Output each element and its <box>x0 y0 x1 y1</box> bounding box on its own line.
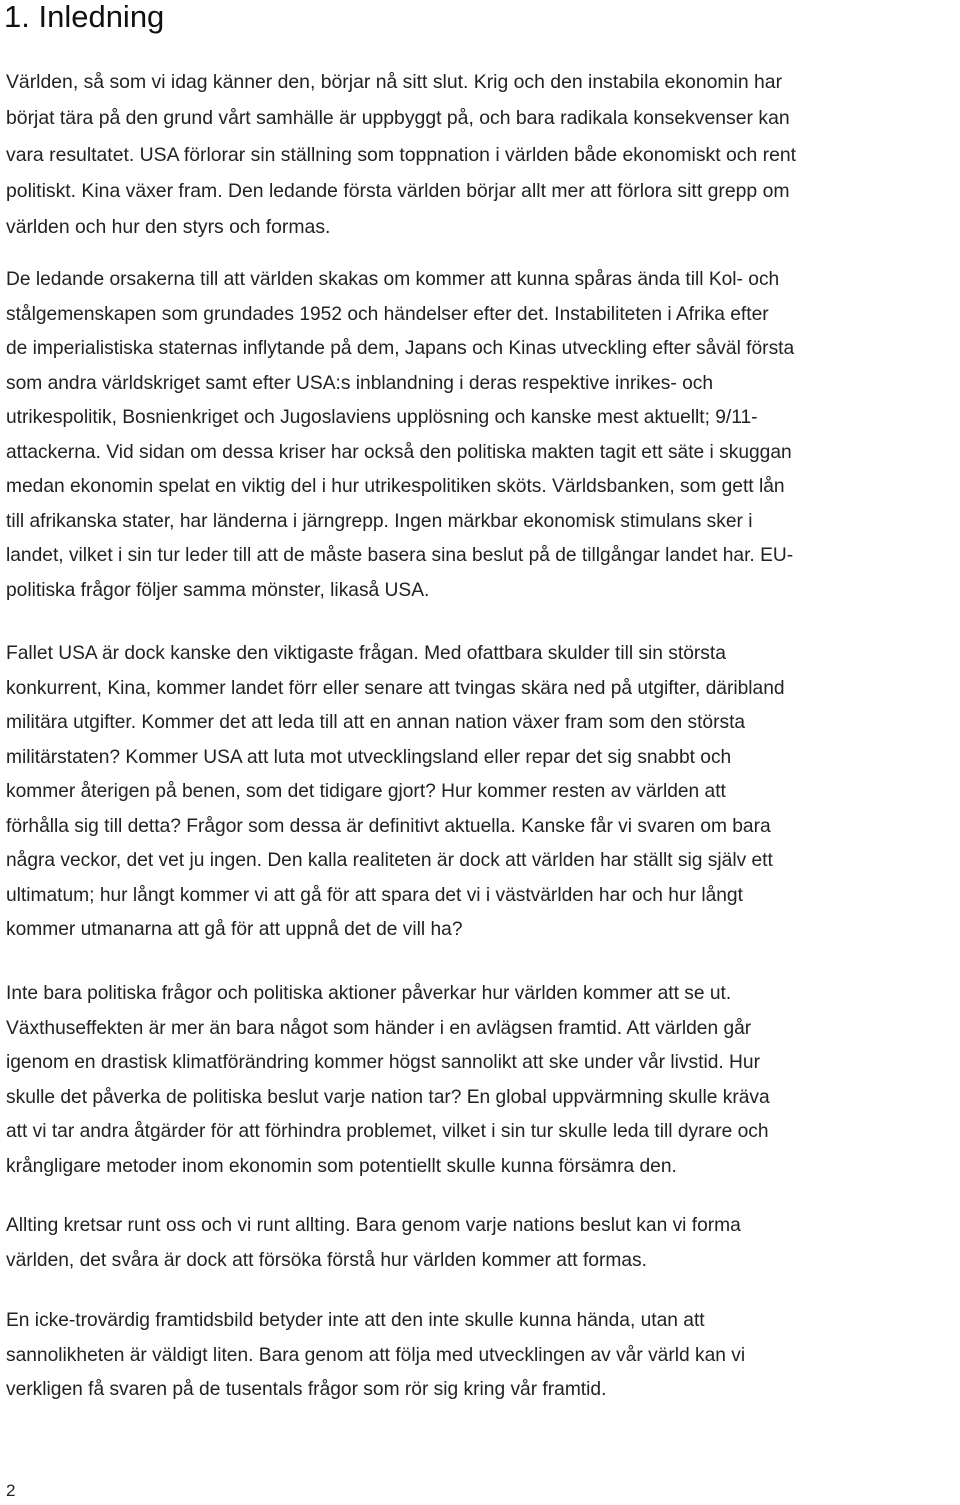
text-line: medan ekonomin spelat en viktig del i hur utrikespolitiken sköts. Världsbanken, som gett lån <box>6 476 785 497</box>
page-number: 2 <box>6 1481 16 1500</box>
text-line: några veckor, det vet ju ingen. Den kalla realiteten är dock att världen har ställt sig själv ett <box>6 850 773 871</box>
text-line: politiskt. Kina växer fram. Den ledande första världen börjar allt mer att förlora sitt grepp om <box>6 179 790 202</box>
text-line: igenom en drastisk klimatförändring kommer högst sannolikt att ske under vår livstid. Hur <box>6 1052 760 1073</box>
text-line: som andra världskriget samt efter USA:s inblandning i deras respektive inrikes- och <box>6 372 714 394</box>
text-line: Allting kretsar runt oss och vi runt allting. Bara genom varje nations beslut kan vi forma <box>6 1215 741 1236</box>
text-line: En icke-trovärdig framtidsbild betyder inte att den inte skulle kunna hända, utan att <box>6 1310 705 1331</box>
text-line: ultimatum; hur långt kommer vi att gå för att spara det vi i västvärlden har och hur långt <box>6 884 743 906</box>
paragraph-1 <box>6 64 958 245</box>
text-line: Inte bara politiska frågor och politiska aktioner påverkar hur världen kommer att se ut. <box>6 983 732 1004</box>
text-line: stålgemenskapen som grundades 1952 och händelser efter det. Instabiliteten i Afrika efter <box>6 303 769 325</box>
paragraph-4 <box>6 977 958 1184</box>
text-line: Fallet USA är dock kanske den viktigaste frågan. Med ofattbara skulder till sin största <box>6 643 726 664</box>
text-line: de imperialistiska staternas inflytande på dem, Japans och Kinas utveckling efter såväl första <box>6 338 795 359</box>
text-line: vara resultatet. USA förlorar sin ställning som toppnation i världen både ekonomiskt och rent <box>6 143 797 166</box>
text-line: attackerna. Vid sidan om dessa kriser har också den politiska makten tagit ett säte i skuggan <box>6 441 792 463</box>
section-heading: 1. Inledning <box>4 0 165 34</box>
text-line: landet, vilket i sin tur leder till att de måste basera sina beslut på de tillgångar landet har. EU- <box>6 545 794 566</box>
text-line: kommer utmanarna att gå för att uppnå det de vill ha? <box>6 919 463 940</box>
text-line: utrikespolitik, Bosnienkriget och Jugoslaviens upplösning och kanske mest aktuellt; 9/11- <box>6 407 758 428</box>
paragraph-5 <box>6 1209 958 1278</box>
text-line: till afrikanska stater, har länderna i järngrepp. Ingen märkbar ekonomisk stimulans sker i <box>6 510 753 532</box>
text-line: Växthuseffekten är mer än bara något som händer i en avlägsen framtid. Att världen går <box>6 1017 752 1039</box>
text-line: skulle det påverka de politiska beslut varje nation tar? En global uppvärmning skulle kräva <box>6 1086 770 1108</box>
text-line: konkurrent, Kina, kommer landet förr eller senare att tvingas skära ned på utgifter, däribland <box>6 677 785 699</box>
text-line: politiska frågor följer samma mönster, likaså USA. <box>6 579 430 601</box>
paragraph-3 <box>6 637 958 948</box>
text-line: sannolikheten är väldigt liten. Bara genom att följa med utvecklingen av vår värld kan vi <box>6 1344 746 1366</box>
text-line: kommer återigen på benen, som det tidigare gjort? Hur kommer resten av världen att <box>6 781 726 802</box>
text-line: världen, det svåra är dock att försöka förstå hur världen kommer att formas. <box>6 1249 647 1271</box>
text-line: Världen, så som vi idag känner den, börjar nå sitt slut. Krig och den instabila ekonomin har <box>6 71 783 93</box>
text-line: börjat tära på den grund vårt samhälle är uppbyggt på, och bara radikala konsekvenser kan <box>6 107 790 130</box>
paragraph-6 <box>6 1304 958 1408</box>
text-line: verkligen få svaren på de tusentals frågor som rör sig kring vår framtid. <box>6 1379 607 1400</box>
text-line: krångligare metoder inom ekonomin som potentiellt skulle kunna försämra den. <box>6 1155 677 1177</box>
text-line: militärstaten? Kommer USA att luta mot utvecklingsland eller repar det sig snabbt och <box>6 746 732 768</box>
text-line: att vi tar andra åtgärder för att förhindra problemet, vilket i sin tur skulle leda till dyrare och <box>6 1121 769 1142</box>
text-line: förhålla sig till detta? Frågor som dessa är definitivt aktuella. Kanske får vi svaren om bara <box>6 815 771 837</box>
text-line: militära utgifter. Kommer det att leda till att en annan nation växer fram som den största <box>6 712 746 733</box>
text-line: världen och hur den styrs och formas. <box>6 216 331 239</box>
text-line: De ledande orsakerna till att världen skakas om kommer att kunna spåras ända till Kol- och <box>6 269 780 290</box>
paragraph-2 <box>6 263 958 608</box>
